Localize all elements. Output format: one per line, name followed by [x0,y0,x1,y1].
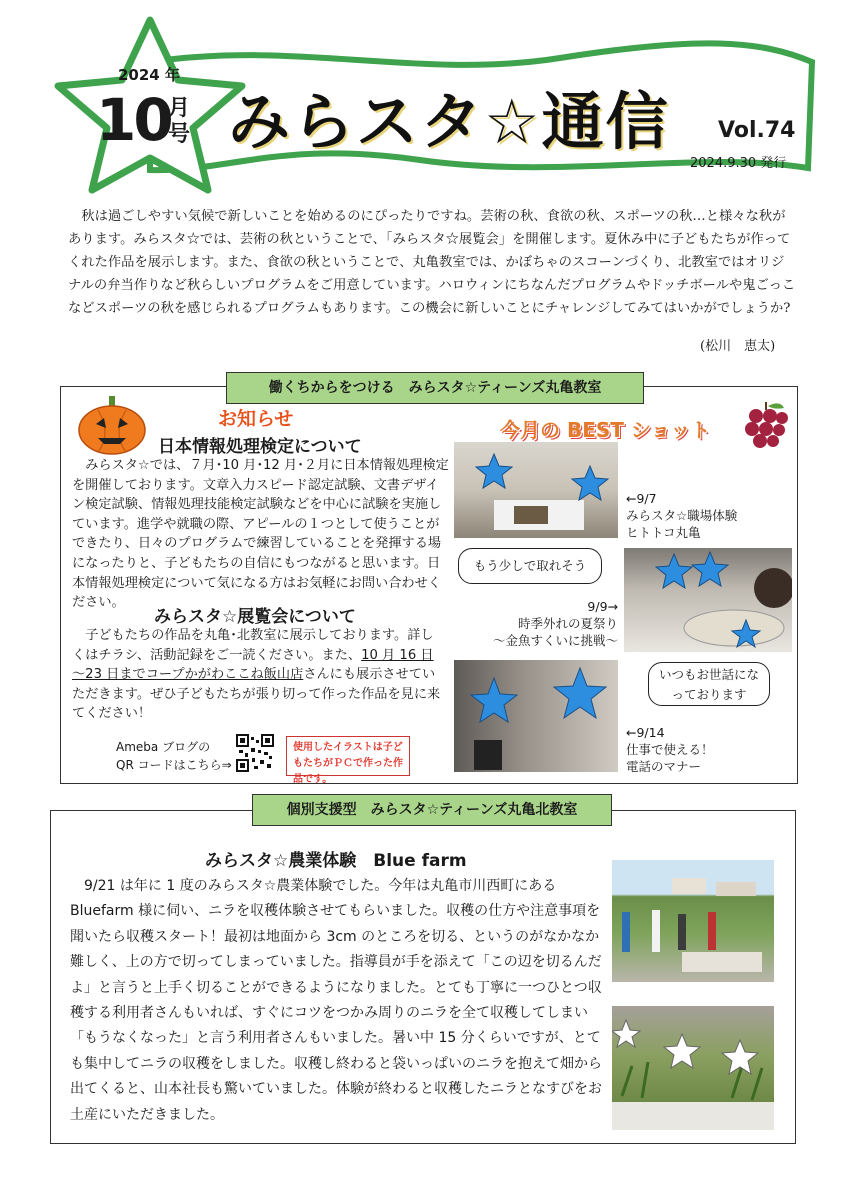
blue-star-icon [692,552,728,586]
farm-title: みらスタ☆農業体験 Blue farm [205,851,467,871]
volume-number: Vol.74 [718,118,796,143]
kentei-title: 日本情報処理検定について [158,437,362,457]
photo2-caption: 9/9→ 時季外れの夏祭り ～金魚すくいに挑戦～ [492,599,618,648]
photo-summer-festival [624,548,792,652]
newsletter-title: みらスタ☆通信 [228,85,670,158]
tenrankai-title: みらスタ☆展覧会について [154,607,356,627]
best-shot-heading: 今月の BEST ショット [500,418,711,442]
pumpkin-icon [76,394,148,456]
photo-phone-manners [454,660,618,772]
star-icon [664,1034,700,1068]
tenrankai-body: 子どもたちの作品を丸亀･北教室に展示しております。詳しくはチラシ、活動記録をご一読ください。また、10 月 16 日～23 日までコープかがわここね飯山店さんにも展示させていただきます。ぜひ子どもたちが張り切って作った作品を見に来てください！ [72,628,441,722]
blue-star-icon [454,442,618,538]
photo1-caption: ←9/7 みらスタ☆職場体験 ヒトトコ丸亀 [626,491,738,540]
farm-body: 9/21 は年に 1 度のみらスタ☆農業体験でした。今年は丸亀市川西町にある Bluefarm 様に伺い、ニラを収穫体験させてもらいました。収穫の仕方や注意事項を聞いたら収穫スタート！最初は地面から 3cm のところを切る、というのがなかなか難しく、上の方で切ってしまっていました。指導員が手を添えて「この辺を切るんだよ」と言うと上手く切ることができるようになりました。とても丁寧に一つひとつ収穫する利用者さんもいれば、すぐにコツをつかみ周りのニラを全て収穫してしまい「もうなくなった」と言う利用者さんもいました。暑い中 15 分くらいですが、とても集中してニラの収穫をしました。収穫し終わると袋いっぱいのニラを抱えて畑から出てくると、山本社長も驚いていました。体験が終わると収穫したニラとなすびをお土産にいただきました。 [70,878,602,1123]
photo-farm-field [612,860,774,982]
issue-year: 2024 年 [118,66,180,84]
tenrankai-venue: 10 月 16 日～23 日までコープかがわここね飯山店 [72,647,434,683]
intro-paragraph: 秋は過ごしやすい気候で新しいことを始めるのにぴったりですね。芸術の秋、食欲の秋、スポーツの秋…と様々な秋があります。みらスタ☆では、芸術の秋ということで、「みらスタ☆展覧会」を開催します。夏休み中に子どもたちが作ってくれた作品を展示します。また、食欲の秋ということで、丸亀教室では、かぼちゃのスコーンづくり、北教室ではオリジナルの弁当作りなど秋らしいプログラムをご用意しています。ハロウィンにちなんだプログラムやドッチボールや鬼ごっこなどスポーツの秋を感じられるプログラムもあります。この機会に新しいことにチャレンジしてみてはいかがでしょうか? [68,209,796,316]
issue-month-number: 10 [96,86,171,154]
photo-farm-harvest [612,1006,774,1130]
section-marugame-kita-band: 個別支援型 みらスタ☆ティーンズ丸亀北教室 [252,794,612,826]
blue-star-icon [554,668,606,718]
issue-date: 2024.9.30 発行 [690,156,787,171]
speech-bubble-1: もう少しで取れそう [458,548,602,584]
grapes-icon [740,398,792,454]
photo-workplace-experience [454,442,618,538]
ameba-caption: Ameba ブログの QR コードはこちら⇒ [116,740,232,772]
blue-star-icon [656,554,692,588]
star-icon [612,1020,640,1047]
qr-code-icon[interactable] [236,734,274,772]
intro-author: (松川 恵太) [700,339,776,354]
illustration-note: 使用したイラストは子どもたちがＰＣで作った作品です。 [286,736,410,776]
issue-month-label: 月号 [168,96,191,147]
kentei-body: みらスタ☆では、７月･10 月･12 月･２月に日本情報処理検定を開催しております。文章入力スピード認定試験、文書デザイン検定試験、情報処理技能検定試験などを中心に試験を実施しています。進学や就職の際、アピールの１つとして使うことができたり、日々のプログラムで練習していることを発揮する場になったりと、子どもたちの自信にもつながると思います。日本情報処理検定について気になる方はお気軽にお問い合わせください。 [72,458,449,611]
speech-bubble-2: いつもお世話になっております [648,662,770,706]
blue-star-icon [471,678,517,722]
notice-heading: お知らせ [218,408,294,430]
section-marugame-band: 働くちからをつける みらスタ☆ティーンズ丸亀教室 [226,372,644,404]
photo3-caption: ←9/14 仕事で使える！ 電話のマナー [626,725,714,774]
